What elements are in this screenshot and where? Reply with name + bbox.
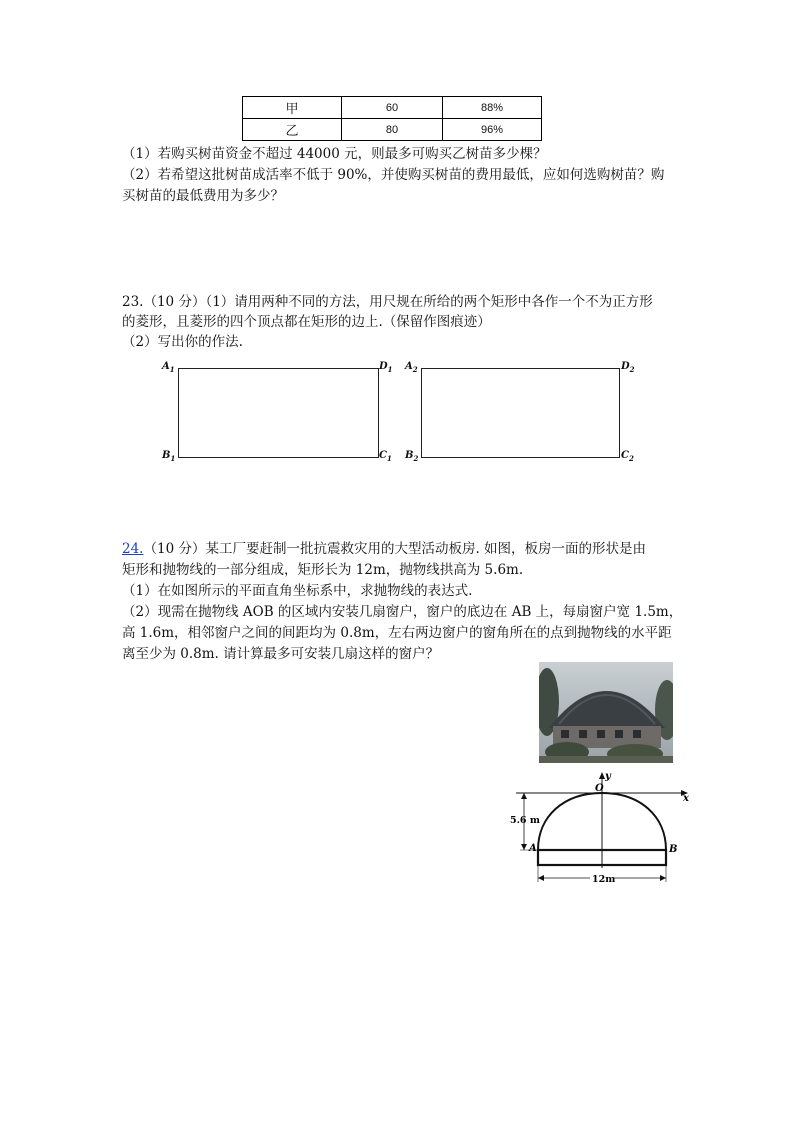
parabola-diagram bbox=[508, 768, 698, 884]
building-photo bbox=[539, 662, 673, 763]
table-row bbox=[243, 97, 542, 119]
q24-line5: 高 1.6m，相邻窗户之间的间距均为 0.8m，左右两边窗户的窗角所在的点到抛物线的水平距 bbox=[122, 625, 672, 641]
width-arrow-right-icon bbox=[660, 875, 666, 881]
q22-part2-line2: 买树苗的最低费用为多少？ bbox=[122, 188, 284, 204]
vertex-d2: $D_2$ bbox=[621, 361, 635, 374]
y-axis-label: y bbox=[605, 771, 611, 782]
q24-line1 bbox=[122, 539, 646, 560]
vertex-a2: $A_2$ bbox=[405, 361, 418, 374]
rectangle-1 bbox=[178, 368, 379, 458]
table-cell: 乙 bbox=[243, 119, 342, 141]
q22-part2-line1: （2）若希望这批树苗成活率不低于 90%，并使购买树苗的费用最低，应如何选购树苗？购 bbox=[122, 167, 665, 183]
q23-line1: 23.（10 分）（1）请用两种不同的方法，用尺规在所给的两个矩形中各作一个不为正方形 bbox=[122, 294, 653, 310]
seedling-table bbox=[242, 96, 542, 141]
table-row bbox=[243, 119, 542, 141]
q24-line2: 矩形和抛物线的一部分组成，矩形长为 12m，抛物线拱高为 5.6m. bbox=[122, 562, 524, 578]
vertex-c2: $C_2$ bbox=[621, 450, 634, 463]
q24-line4: （2）现需在抛物线 AOB 的区域内安装几扇窗户，窗户的底边在 AB 上，每扇窗户宽 1.5m， bbox=[122, 604, 683, 620]
question-number-link[interactable]: 24. bbox=[122, 541, 144, 557]
point-b-label: B bbox=[669, 844, 678, 855]
q23-line2: 的菱形，且菱形的四个顶点都在矩形的边上.（保留作图痕迹） bbox=[122, 314, 491, 330]
vertex-b1: $B_1$ bbox=[162, 450, 176, 463]
q24-line6: 离至少为 0.8m. 请计算最多可安装几扇这样的窗户？ bbox=[122, 646, 440, 662]
width-label: 12m bbox=[592, 874, 616, 884]
x-axis-label: x bbox=[683, 793, 689, 804]
height-arrow-up-icon bbox=[521, 793, 527, 799]
height-label: 5.6 m bbox=[510, 815, 540, 826]
q24-line3: （1）在如图所示的平面直角坐标系中，求抛物线的表达式. bbox=[122, 583, 473, 599]
vertex-d1: $D_1$ bbox=[379, 361, 393, 374]
q24-line1-text: （10 分）某工厂要赶制一批抗震救灾用的大型活动板房. 如图，板房一面的形状是由 bbox=[143, 541, 647, 557]
table-cell: 96% bbox=[443, 119, 542, 141]
rectangle-2 bbox=[421, 368, 620, 458]
width-arrow-left-icon bbox=[538, 875, 544, 881]
point-a-label: A bbox=[529, 843, 537, 854]
origin-label: O bbox=[595, 783, 604, 794]
vertex-c1: $C_1$ bbox=[379, 450, 392, 463]
vertex-a1: $A_1$ bbox=[162, 361, 175, 374]
q22-part1: （1）若购买树苗资金不超过 44000 元，则最多可购买乙树苗多少棵？ bbox=[122, 146, 547, 162]
table-cell: 甲 bbox=[243, 97, 342, 119]
table-cell: 88% bbox=[443, 97, 542, 119]
table-cell: 80 bbox=[342, 119, 443, 141]
vertex-b2: $B_2$ bbox=[405, 450, 419, 463]
q23-line3: （2）写出你的作法. bbox=[122, 334, 243, 350]
table-cell: 60 bbox=[342, 97, 443, 119]
height-arrow-down-icon bbox=[521, 844, 527, 850]
